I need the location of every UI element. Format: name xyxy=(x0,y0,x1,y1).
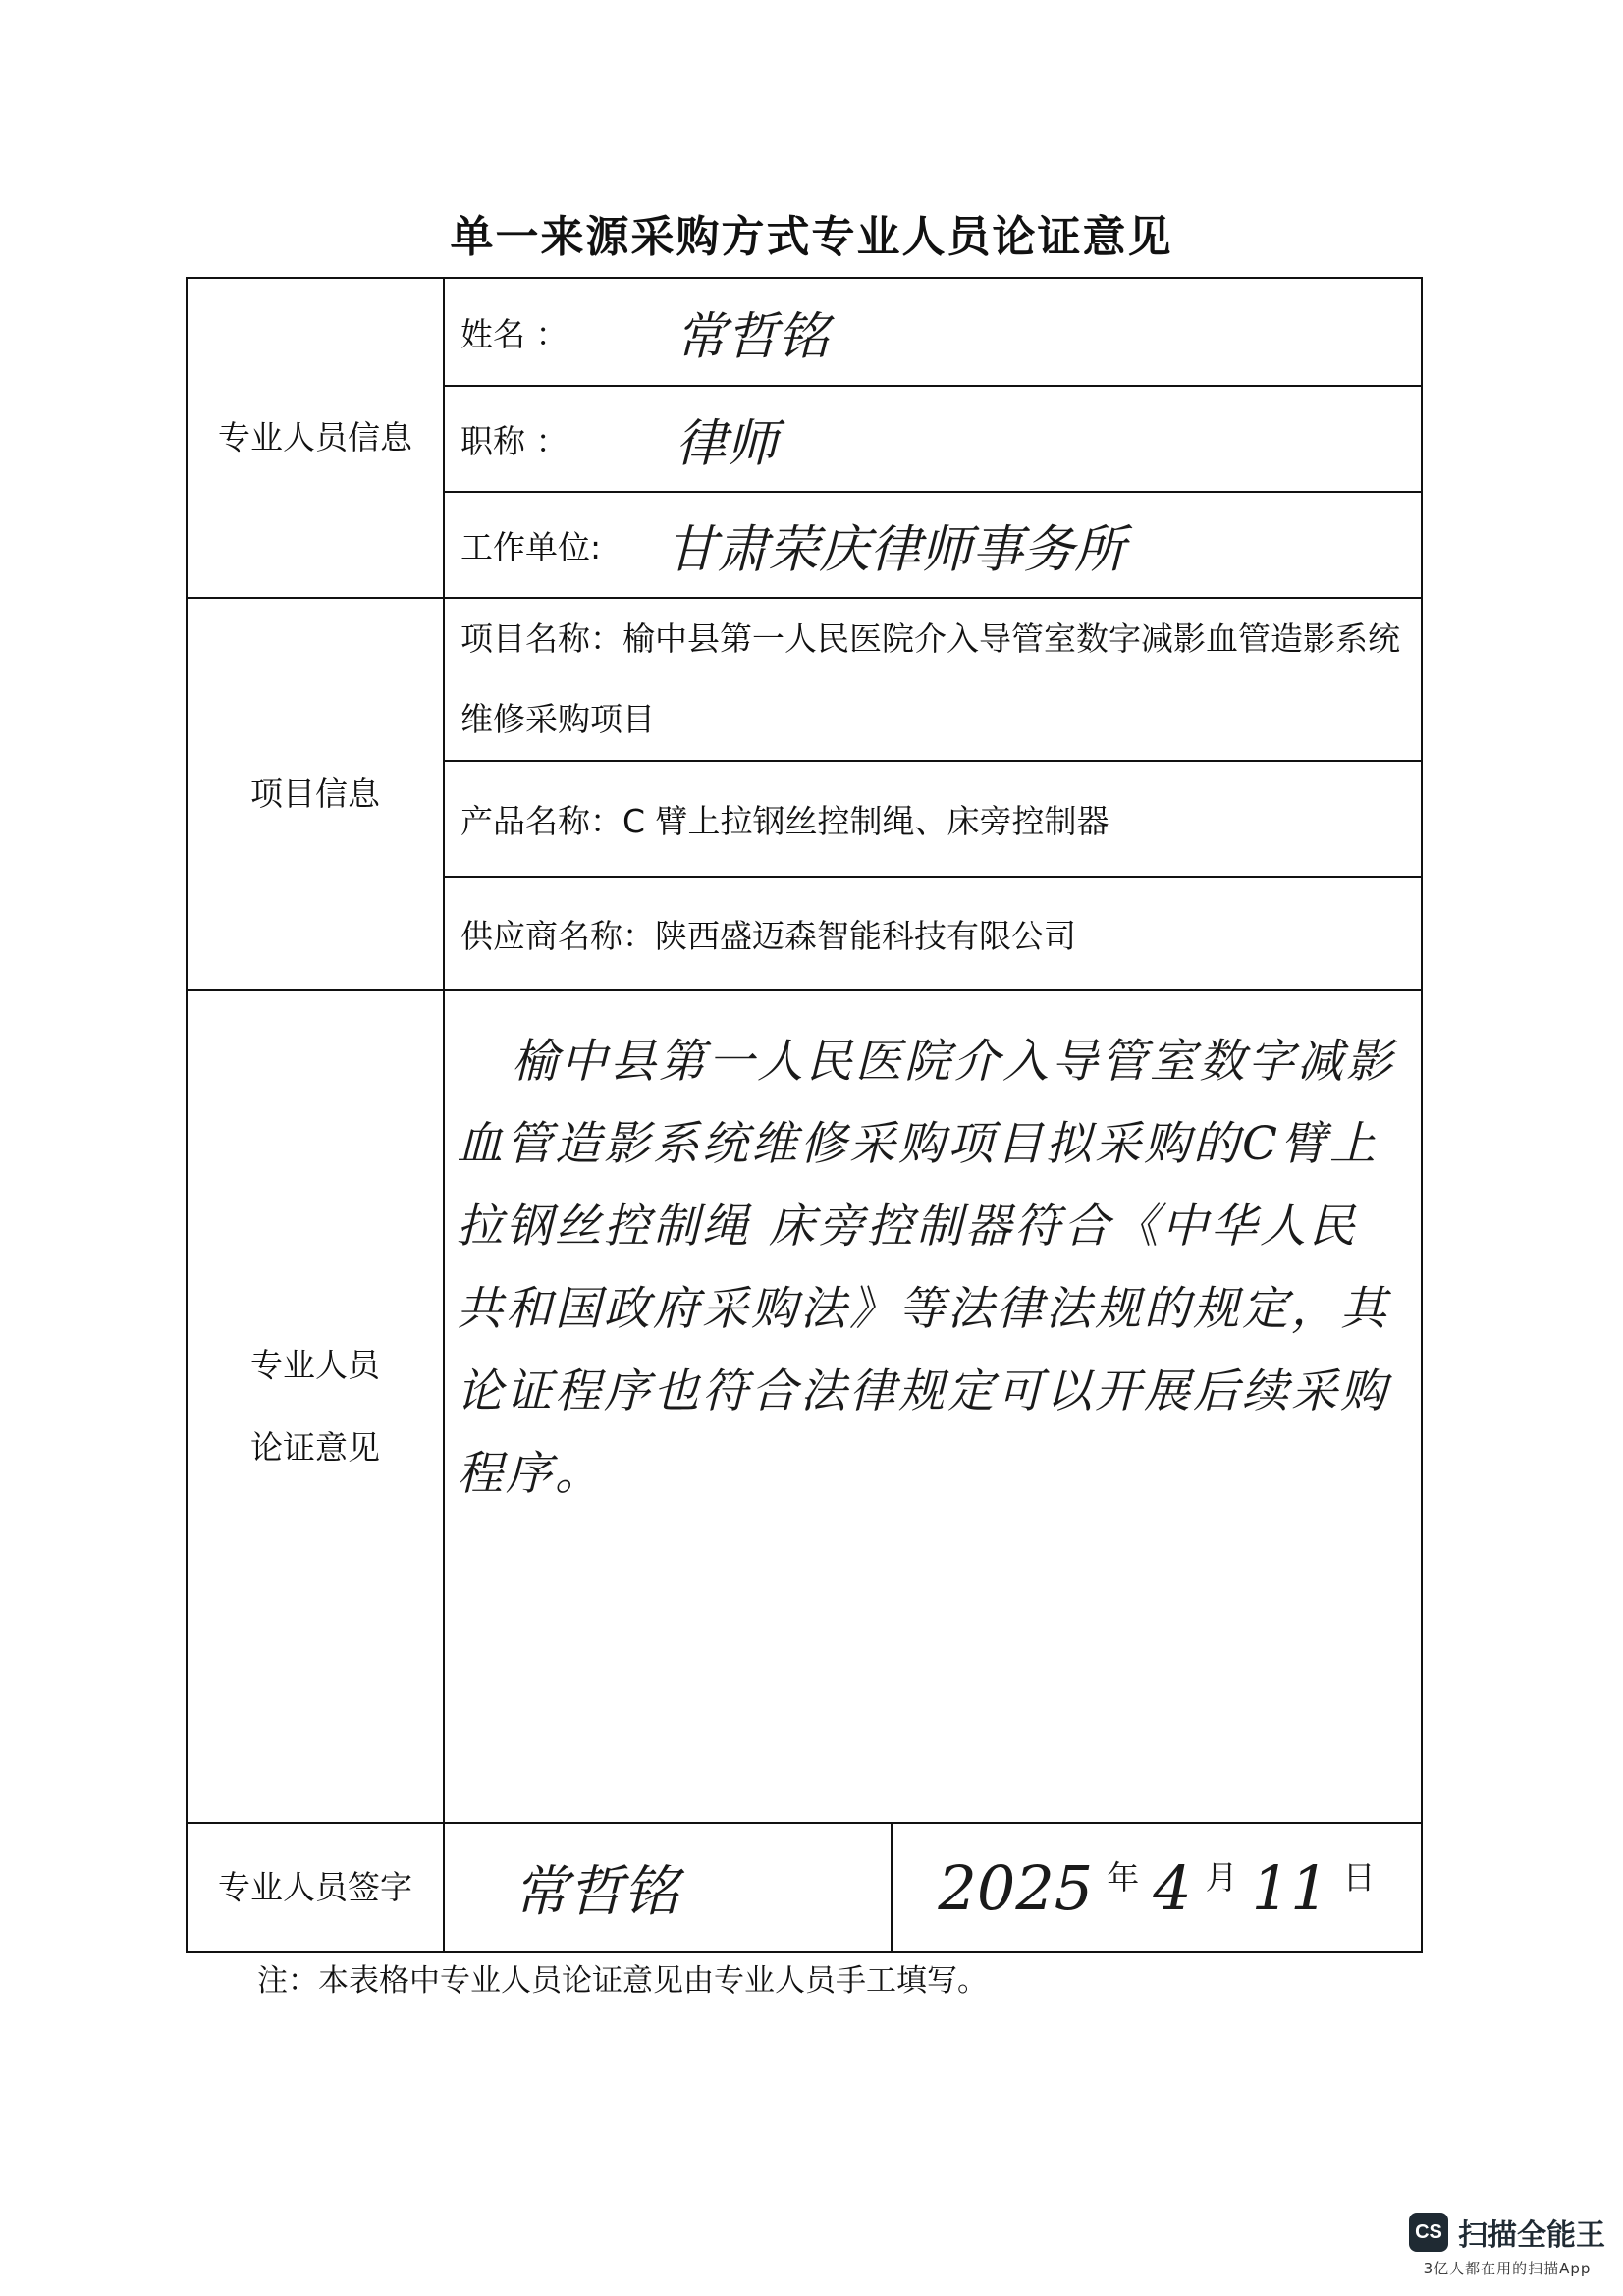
product-value: C 臂上拉钢丝控制绳、床旁控制器 xyxy=(622,801,1109,840)
scanner-app-name: 扫描全能王 xyxy=(1458,2218,1605,2253)
title-handwritten: 律师 xyxy=(676,414,779,474)
page-title: 单一来源采购方式专业人员论证意见 xyxy=(450,212,1173,262)
date-block xyxy=(893,1852,1421,1924)
opinion-section-label xyxy=(187,990,444,1823)
scanner-watermark xyxy=(1409,2211,1605,2278)
date-month: 4 xyxy=(1153,1851,1192,1924)
title-row xyxy=(444,386,1422,492)
product-row xyxy=(444,761,1422,877)
org-handwritten: 甘肃荣庆律师事务所 xyxy=(666,520,1126,580)
signature-label: 专业人员签字 xyxy=(187,1823,444,1952)
personnel-section-label: 专业人员信息 xyxy=(187,278,444,598)
supplier-value: 陕西盛迈森智能科技有限公司 xyxy=(655,916,1076,955)
product-label: 产品名称： xyxy=(460,801,622,840)
title-label: 职称 ： xyxy=(460,421,568,460)
supplier-row xyxy=(444,877,1422,990)
opinion-label-line1: 专业人员 xyxy=(250,1346,380,1384)
date-cell xyxy=(892,1823,1422,1952)
name-handwritten: 常哲铭 xyxy=(676,307,830,367)
footnote: 注：本表格中专业人员论证意见由专业人员手工填写。 xyxy=(257,1963,988,1999)
opinion-cell xyxy=(444,990,1422,1823)
org-row xyxy=(444,492,1422,598)
camscanner-logo-icon: CS xyxy=(1409,2213,1448,2252)
name-row xyxy=(444,278,1422,386)
date-day-unit: 日 xyxy=(1342,1857,1376,1896)
date-year-unit: 年 xyxy=(1107,1857,1140,1896)
date-day: 11 xyxy=(1251,1851,1329,1924)
project-name-label: 项目名称： xyxy=(460,619,622,658)
project-name-row xyxy=(444,598,1422,761)
supplier-label: 供应商名称： xyxy=(460,916,655,955)
opinion-label-line2: 论证意见 xyxy=(250,1428,380,1467)
opinion-handwritten: 榆中县第一人民医院介入导管室数字减影血管造影系统维修采购项目拟采购的C臂上拉钢丝控制绳 床旁控制器符合《中华人民共和国政府采购法》等法律法规的规定，其论证程序也符合法律规定可以开展后续采购程序。 xyxy=(457,1035,1395,1501)
signature-cell xyxy=(444,1823,892,1952)
project-name-value: 榆中县第一人民医院介入导管室数字减影血管造影系统维修采购项目 xyxy=(460,619,1400,738)
project-section-label: 项目信息 xyxy=(187,598,444,990)
scanner-tagline: 3亿人都在用的扫描App xyxy=(1423,2260,1592,2277)
org-label: 工作单位: xyxy=(460,527,602,566)
signature-handwritten: 常哲铭 xyxy=(514,1860,678,1924)
date-month-unit: 月 xyxy=(1205,1857,1238,1896)
date-year: 2025 xyxy=(938,1851,1094,1924)
name-label: 姓名 ： xyxy=(460,314,568,353)
certification-form xyxy=(186,277,1423,1953)
